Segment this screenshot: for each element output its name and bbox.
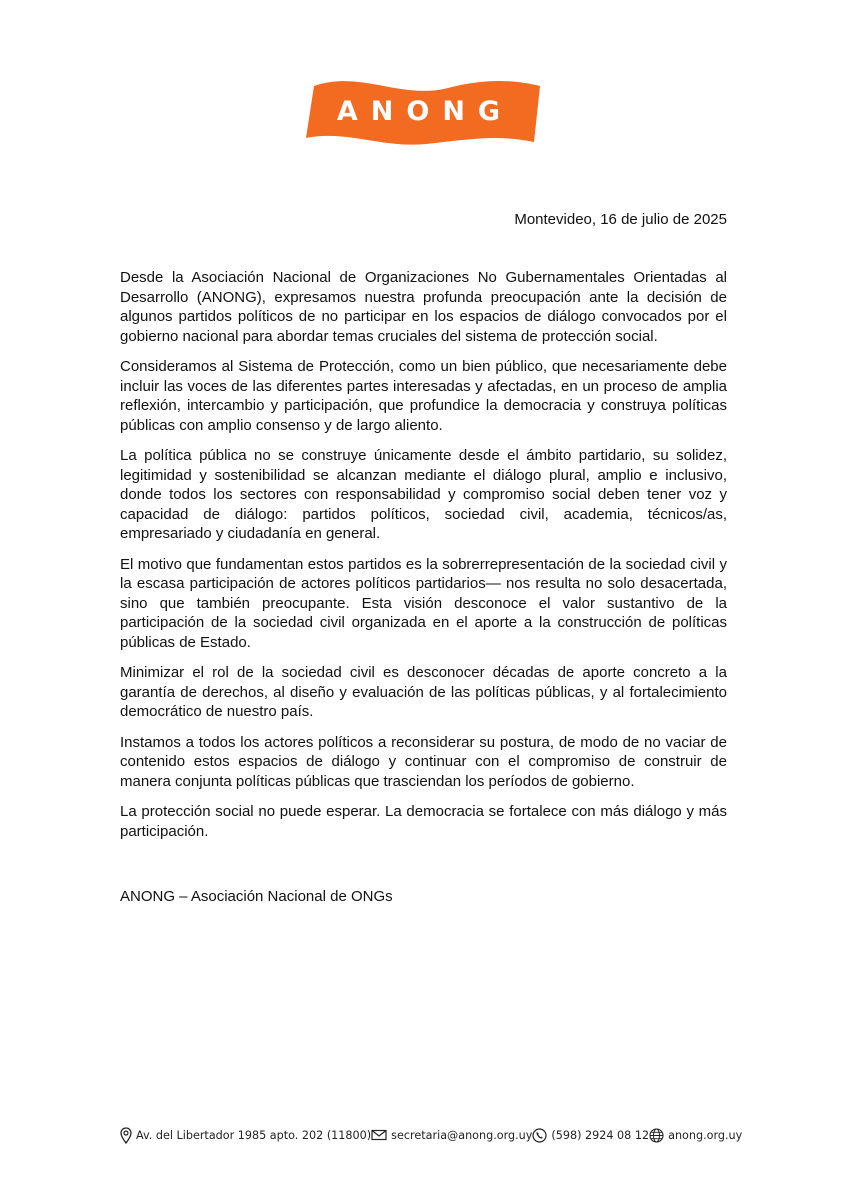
phone-text[interactable]: (598) 2924 08 12 bbox=[551, 1128, 650, 1142]
footer-contact-bar bbox=[120, 1124, 743, 1146]
footer-email[interactable] bbox=[371, 1129, 532, 1142]
footer-website[interactable] bbox=[649, 1128, 742, 1143]
paragraph: Minimizar el rol de la sociedad civil es desconocer décadas de aporte concreto a la garantía de derechos, al diseño y evaluación de las políticas públicas, y al fortalecimiento democrático de nuestro país. bbox=[120, 664, 727, 720]
address-text: Av. del Libertador 1985 apto. 202 (11800) bbox=[136, 1128, 372, 1142]
location-pin-icon bbox=[120, 1127, 132, 1144]
globe-icon bbox=[649, 1128, 664, 1143]
website-link[interactable]: anong.org.uy bbox=[668, 1128, 743, 1142]
letter-signature: ANONG – Asociación Nacional de ONGs bbox=[120, 888, 393, 905]
mail-icon bbox=[371, 1129, 387, 1141]
logo-banner bbox=[306, 72, 544, 150]
footer-address bbox=[120, 1127, 371, 1144]
paragraph: Instamos a todos los actores políticos a reconsiderar su postura, de modo de no vaciar de contenido estos espacios de diálogo y continuar con el compromiso de construir de manera conjunta políticas públicas que trasciendan los períodos de gobierno. bbox=[120, 733, 727, 790]
logo-text: ANONG bbox=[336, 96, 514, 127]
footer-phone[interactable] bbox=[532, 1128, 649, 1143]
anong-logo bbox=[306, 72, 544, 150]
paragraph: Desde la Asociación Nacional de Organizaciones No Gubernamentales Orientadas al Desarrollo (ANONG), expresamos nuestra profunda preocupación ante la decisión de algunos partidos políticos de no participar en los espacios de diálogo convocados por el gobierno nacional para abordar temas cruciales del sistema de protección social. bbox=[120, 269, 727, 345]
paragraph: La política pública no se construye únicamente desde el ámbito partidario, su solidez, legitimidad y sostenibilidad se alcanzan mediante el diálogo plural, amplio e inclusivo, donde todos los sectores con responsabilidad y compromiso social deben tener voz y capacidad de diálogo: partidos políticos, sociedad civil, academia, técnicos/as, empresariado y ciudadanía en general. bbox=[120, 447, 727, 542]
paragraph: Consideramos al Sistema de Protección, como un bien público, que necesariamente debe incluir las voces de las diferentes partes interesadas y afectadas, en un proceso de amplia reflexión, intercambio y participación, que profundice la democracia y construya políticas públicas con amplio consenso y de largo aliento. bbox=[120, 358, 727, 434]
paragraph: El motivo que fundamentan estos partidos es la sobrerrepresentación de la sociedad civil y la escasa participación de actores políticos partidarios— nos resulta no solo desacertada, sino que también preocupante. Esta visión desconoce el valor sustantivo de la participación de la sociedad civil organizada en el aporte a la construcción de políticas públicas de Estado. bbox=[120, 555, 727, 651]
phone-icon bbox=[532, 1128, 547, 1143]
email-link[interactable]: secretaria@anong.org.uy bbox=[391, 1128, 533, 1142]
paragraph: La protección social no puede esperar. La democracia se fortalece con más diálogo y más participación. bbox=[120, 803, 727, 840]
letter-body bbox=[120, 268, 727, 852]
letter-date: Montevideo, 16 de julio de 2025 bbox=[514, 211, 727, 228]
